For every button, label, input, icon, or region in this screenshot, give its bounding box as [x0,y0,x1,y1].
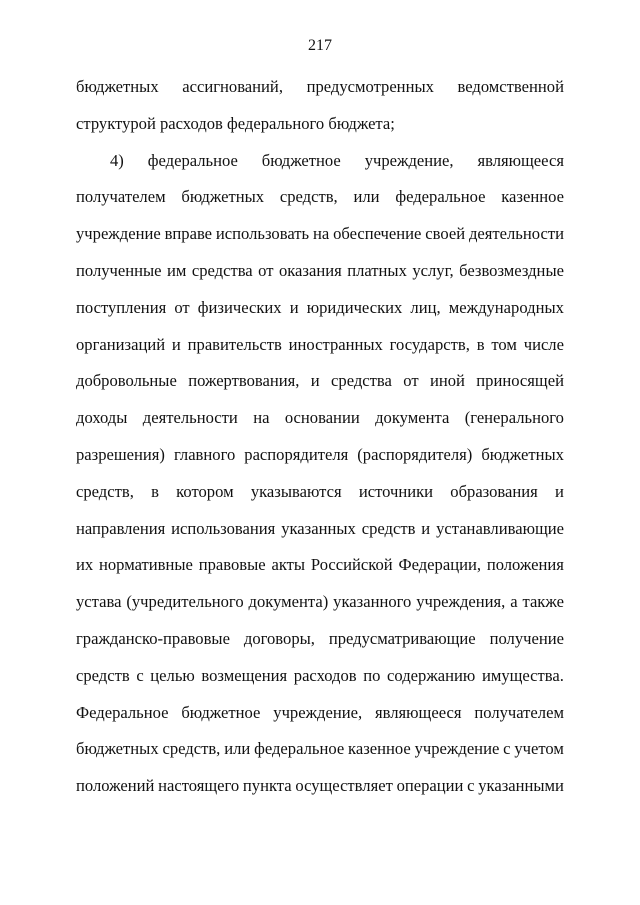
text-line: положений настоящего пункта осуществляет операции с указанными [76,776,564,796]
text-line: направления использования указанных средств и устанавливающие [76,518,564,538]
page-number: 217 [308,37,332,54]
text-line: полученные им средства от оказания платных услуг, безвозмездные [76,260,564,280]
text-line: гражданско-правовые договоры, предусматривающие получение [76,628,564,648]
text-line: устава (учредительного документа) указанного учреждения, а также [76,592,564,612]
text-line: структурой расходов федерального бюджета; [76,113,395,133]
text-line: 4) федеральное бюджетное учреждение, являющееся [110,150,564,170]
text-line: организаций и правительств иностранных государств, в том числе [76,334,564,354]
text-line: разрешения) главного распорядителя (распорядителя) бюджетных [76,444,564,464]
text-line: поступления от физических и юридических лиц, международных [76,297,564,317]
text-line: средств, в котором указываются источники образования и [76,481,564,501]
text-line: средств с целью возмещения расходов по содержанию имущества. [76,665,564,685]
text-line: получателем бюджетных средств, или федеральное казенное [76,187,564,207]
text-line: бюджетных ассигнований, предусмотренных ведомственной [76,77,564,96]
body-text [76,73,564,809]
text-line: учреждение вправе использовать на обеспечение своей деятельности [76,224,564,244]
text-line: добровольные пожертвования, и средства от иной приносящей [76,371,564,391]
text-line: Федеральное бюджетное учреждение, являющееся получателем [76,702,564,722]
text-line: бюджетных средств, или федеральное казенное учреждение с учетом [76,739,564,759]
text-line: их нормативные правовые акты Российской Федерации, положения [76,555,564,575]
text-line: доходы деятельности на основании документа (генерального [76,408,564,428]
